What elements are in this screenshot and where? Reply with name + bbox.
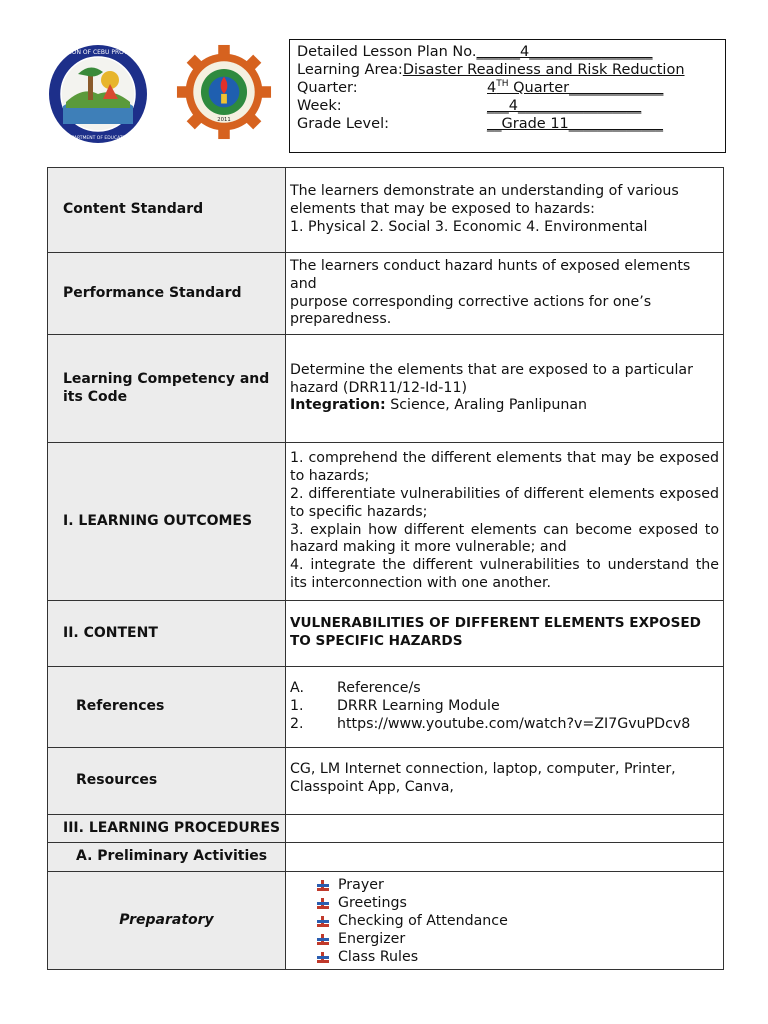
preliminary-label: A. Preliminary Activities [48, 843, 286, 872]
references-row [48, 667, 724, 748]
school-gear-seal-logo [176, 44, 272, 140]
grade-value: __Grade 11_____________ [487, 116, 664, 132]
quarter-row [297, 79, 725, 97]
references-label: References [48, 667, 286, 748]
week-row [297, 97, 725, 115]
learning-outcomes-value [286, 443, 724, 601]
content-row [48, 601, 724, 667]
grade-label: Grade Level: [297, 116, 389, 132]
plan-number: ______4_________________ [476, 44, 653, 60]
preparatory-row [48, 872, 724, 970]
learning-area-row [297, 61, 725, 79]
content-standard-value: The learners demonstrate an understanding of various elements that may be exposed to hazards: 1. Physical 2. Social 3. Economic 4. Environmental [286, 168, 724, 253]
area-value: Disaster Readiness and Risk Reduction [402, 62, 685, 78]
gear-seal-year: 2011 [217, 116, 231, 123]
lesson-plan-header [289, 39, 726, 153]
list-item: Greetings [316, 894, 719, 912]
arrow-bullet-icon [316, 897, 330, 910]
learning-outcomes-row [48, 443, 724, 601]
outcome-item: 1. comprehend the different elements that may be exposed to hazards; [290, 450, 719, 485]
content-standard-row [48, 168, 724, 253]
lesson-plan-table [47, 167, 724, 970]
list-item: Energizer [316, 930, 719, 948]
plan-number-row [297, 43, 725, 61]
preparatory-list [290, 876, 719, 966]
cebu-seal-text: DIVISION OF CEBU PROVINCE [53, 49, 143, 56]
procedures-row [48, 815, 724, 843]
arrow-bullet-icon [316, 915, 330, 928]
preparatory-label: Preparatory [48, 872, 286, 970]
content-standard-label: Content Standard [48, 168, 286, 253]
performance-standard-value: The learners conduct hazard hunts of exposed elements and purpose corresponding corrective actions for one’s preparedness. [286, 253, 724, 335]
content-label: II. CONTENT [48, 601, 286, 667]
procedures-value [286, 815, 724, 843]
procedures-label: III. LEARNING PROCEDURES [48, 815, 286, 843]
quarter-label: Quarter: [297, 80, 358, 96]
competency-label: Learning Competency and its Code [48, 335, 286, 443]
arrow-bullet-icon [316, 879, 330, 892]
reference-item: 1. DRRR Learning Module [290, 698, 500, 715]
content-value: VULNERABILITIES OF DIFFERENT ELEMENTS EXPOSED TO SPECIFIC HAZARDS [286, 601, 724, 667]
references-value [286, 667, 724, 748]
cebu-province-seal-logo [48, 44, 148, 144]
list-item: Checking of Attendance [316, 912, 719, 930]
preliminary-value [286, 843, 724, 872]
outcome-item: 3. explain how different elements can become exposed to hazard making it more vulnerable; and [290, 521, 719, 556]
preparatory-value [286, 872, 724, 970]
list-item: Prayer [316, 876, 719, 894]
outcome-item: 4. integrate the different vulnerabilities to understand the its interconnection with one another. [290, 557, 719, 591]
outcome-item: 2. differentiate vulnerabilities of different elements exposed to specific hazards; [290, 485, 719, 520]
week-label: Week: [297, 98, 342, 114]
quarter-value: 4TH Quarter_____________ [487, 79, 664, 96]
competency-value: Determine the elements that are exposed to a particular hazard (DRR11/12-Id-11) Integration: Science, Araling Panlipunan [286, 335, 724, 443]
integration-value: Science, Araling Panlipunan [385, 397, 587, 414]
learning-outcomes-label: I. LEARNING OUTCOMES [48, 443, 286, 601]
performance-standard-label: Performance Standard [48, 253, 286, 335]
arrow-bullet-icon [316, 933, 330, 946]
competency-row [48, 335, 724, 443]
performance-standard-row [48, 253, 724, 335]
arrow-bullet-icon [316, 951, 330, 964]
reference-link[interactable]: 2. https://www.youtube.com/watch?v=ZI7GvuPDcv8 [290, 715, 691, 732]
reference-item: A. Reference/s [290, 680, 421, 697]
resources-value: CG, LM Internet connection, laptop, computer, Printer, Classpoint App, Canva, [286, 748, 724, 815]
resources-row [48, 748, 724, 815]
plan-label: Detailed Lesson Plan No. [297, 44, 477, 60]
week-value: ___4_________________ [487, 98, 642, 114]
cebu-seal-subtext: DEPARTMENT OF EDUCATION [65, 136, 131, 141]
list-item: Class Rules [316, 948, 719, 966]
area-label: Learning Area: [297, 62, 403, 78]
grade-row [297, 115, 725, 133]
resources-label: Resources [48, 748, 286, 815]
preliminary-row [48, 843, 724, 872]
integration-label: Integration: [290, 397, 386, 414]
